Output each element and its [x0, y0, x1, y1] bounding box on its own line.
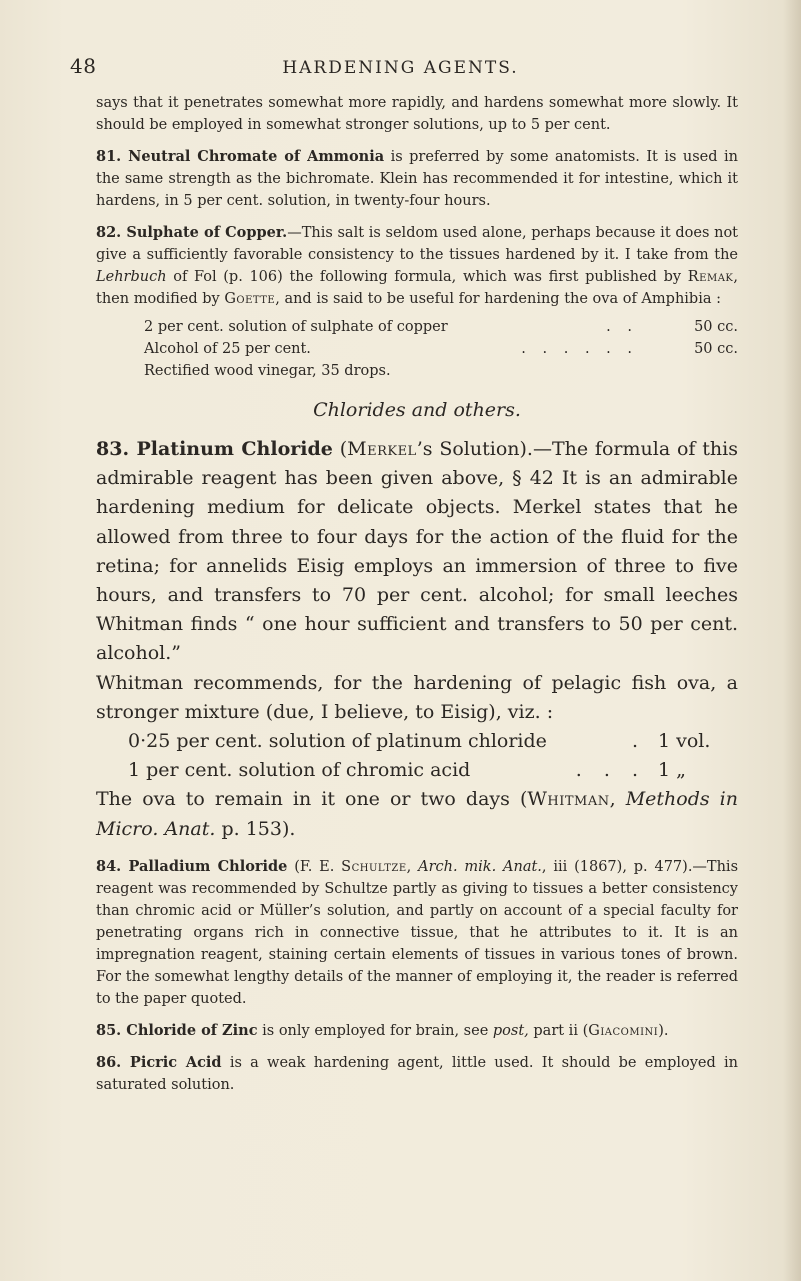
formula-platinum	[96, 727, 738, 785]
page-edge-shadow	[783, 0, 801, 1281]
section-83-label: 83. Platinum Chloride	[96, 438, 333, 460]
formula-row: Rectified wood vinegar, 35 drops.	[144, 363, 391, 379]
section-86: 86. Picric Acid is a weak hardening agent, little used. It should be employed in saturated solution.	[96, 1053, 738, 1093]
section-83-paragraph-3: The ova to remain in it one or two days (Whitman, Methods in Micro. Anat. p. 153).	[96, 788, 738, 840]
section-81	[96, 146, 738, 212]
section-heading: Chlorides and others.	[313, 399, 521, 421]
author-remak: Remak	[687, 269, 734, 285]
page-header	[0, 54, 801, 84]
intro-paragraph: says that it penetrates somewhat more rapidly, and hardens somewhat more slowly. It should be employed in somewhat stronger solutions, up to 5 per cent.	[96, 95, 738, 133]
section-83-paragraph-2: Whitman recommends, for the hardening of pelagic fish ova, a stronger mixture (due, I believe, to Eisig), viz. :	[96, 671, 738, 723]
running-head: HARDENING AGENTS.	[282, 58, 519, 78]
section-85: 85. Chloride of Zinc is only employed for brain, see post, part ii (Giacomini).	[96, 1021, 669, 1039]
page-body	[96, 92, 738, 1106]
section-81-label: 81. Neutral Chromate of Ammonia	[96, 148, 385, 165]
section-83-paragraph-1: 83. Platinum Chloride (Merkel’s Solution).—The formula of this admirable reagent has been given above, § 42 It is an admirable hardening medium for delicate objects. Merkel states that he allowed from three to four days for the action of the fluid for the retina; for annelids Eisig employs an immersion of three to five hours, and transfers to 70 per cent. alcohol; for small leeches Whitman finds “ one hour sufficient and transfers to 50 per cent. alcohol.”	[96, 438, 739, 665]
section-86-label: 86. Picric Acid	[96, 1053, 222, 1071]
post-ref: post,	[492, 1022, 529, 1039]
journal-title: Arch. mik. Anat.	[418, 858, 542, 875]
section-81-text: is preferred by some anatomists. It is used in the same strength as the bichromate. Klein has recommended it for intestine, which it hardens, in 5 per cent. solution, in twenty-four hours.	[96, 149, 738, 209]
formula-row: 0·25 per cent. solution of platinum chloride . 1 vol.	[128, 730, 711, 753]
section-82-label: 82. Sulphate of Copper.	[96, 224, 288, 241]
formula-row: Alcohol of 25 per cent. . . . . . . 50 cc.	[144, 341, 738, 357]
section-84: 84. Palladium Chloride (F. E. Schultze, Arch. mik. Anat., iii (1867), p. 477).—This reagent was recommended by Schultze partly as giving to tissues a better consistency than chromic acid or Müller’s solution, and partly on account of a special faculty for penetrating organs rich in connective tissue, that he attributes to it. It is an impregnation reagent, staining certain elements of tissues in various tones of brown. For the somewhat lengthy details of the manner of employing it, the reader is referred to the paper quoted.	[96, 857, 739, 1007]
section-84-label: 84. Palladium Chloride	[96, 857, 288, 875]
formula-copper	[96, 316, 738, 382]
author-goette: Goette	[224, 291, 276, 307]
formula-row: 2 per cent. solution of sulphate of copper . . 50 cc.	[144, 319, 738, 335]
author-whitman: Whitman	[527, 788, 610, 811]
page-number: 48	[70, 54, 97, 78]
author-merkel: Merkel	[347, 438, 417, 460]
small-type-block-top	[96, 92, 738, 382]
work-title-methods: Methods in Micro. Anat.	[96, 788, 738, 840]
large-type-block	[96, 435, 738, 844]
section-85-label: 85. Chloride of Zinc	[96, 1021, 258, 1039]
formula-row: 1 per cent. solution of chromic acid . . . 1 „	[128, 759, 686, 782]
author-giacomini: Giacomini	[588, 1022, 659, 1039]
section-82: 82. Sulphate of Copper.—This salt is seldom used alone, perhaps because it does not give a sufficiently favorable consistency to the tissues hardened by it. I take from the Lehrbuch of Fol (p. 106) the following formula, which was first published by Remak, then modified by Goette, and is said to be useful for hardening the ova of Amphibia :	[96, 224, 738, 307]
book-title-lehrbuch: Lehrbuch	[96, 269, 167, 285]
small-type-block-bottom	[96, 856, 738, 1096]
author-schultze: Schultze	[341, 858, 407, 875]
